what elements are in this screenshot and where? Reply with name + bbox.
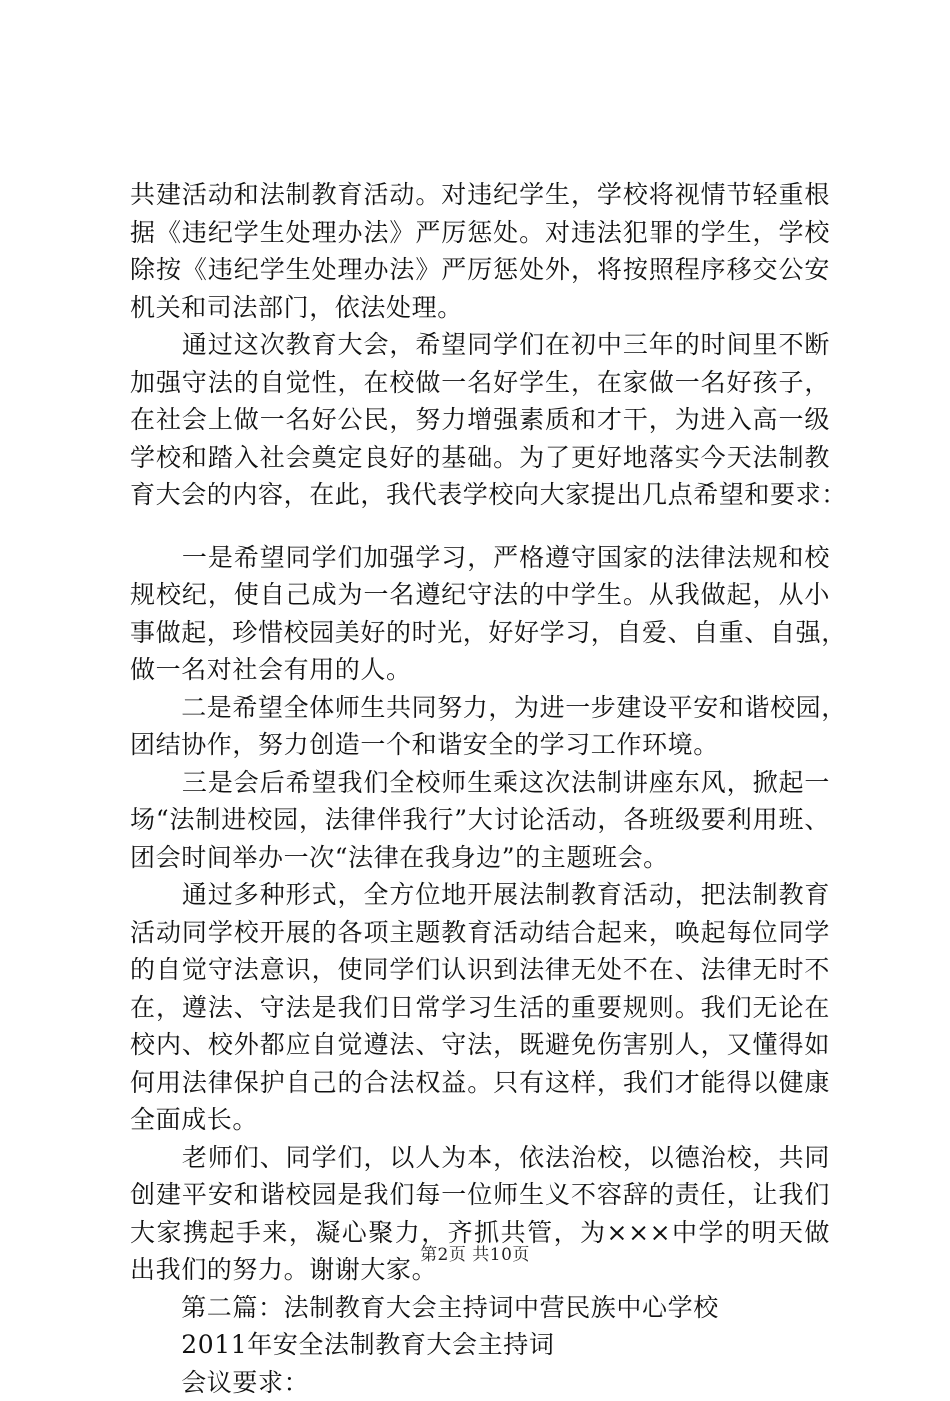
text-line: 三是会后希望我们全校师生乘这次法制讲座东风，掀起一 bbox=[130, 764, 830, 802]
text-line: 共建活动和法制教育活动。对违纪学生，学校将视情节轻重根 bbox=[130, 176, 830, 214]
text-line: 场“法制进校园，法律伴我行”大讨论活动，各班级要利用班、 bbox=[130, 801, 830, 839]
paragraph bbox=[130, 876, 830, 1139]
text-line: 学校和踏入社会奠定良好的基础。为了更好地落实今天法制教 bbox=[130, 439, 830, 477]
paragraph bbox=[130, 326, 830, 514]
text-line: 通过多种形式，全方位地开展法制教育活动，把法制教育 bbox=[130, 876, 830, 914]
text-line: 机关和司法部门，依法处理。 bbox=[130, 289, 830, 327]
text-line: 大家携起手来，凝心聚力，齐抓共管，为×××中学的明天做 bbox=[130, 1214, 830, 1252]
text-line: 创建平安和谐校园是我们每一位师生义不容辞的责任，让我们 bbox=[130, 1176, 830, 1214]
text-line: 加强守法的自觉性，在校做一名好学生，在家做一名好孩子， bbox=[130, 364, 830, 402]
text-line: 规校纪，使自己成为一名遵纪守法的中学生。从我做起，从小 bbox=[130, 576, 830, 614]
paragraph bbox=[130, 176, 830, 326]
text-line: 团结协作，努力创造一个和谐安全的学习工作环境。 bbox=[130, 726, 830, 764]
text-line: 一是希望同学们加强学习，严格遵守国家的法律法规和校 bbox=[130, 539, 830, 577]
text-line: 校内、校外都应自觉遵法、守法，既避免伤害别人，又懂得如 bbox=[130, 1026, 830, 1064]
text-line: 据《违纪学生处理办法》严厉惩处。对违法犯罪的学生，学校 bbox=[130, 214, 830, 252]
text-line: 通过这次教育大会，希望同学们在初中三年的时间里不断 bbox=[130, 326, 830, 364]
text-line: 出我们的努力。谢谢大家。 bbox=[130, 1251, 830, 1289]
text-line: 除按《违纪学生处理办法》严厉惩处外，将按照程序移交公安 bbox=[130, 251, 830, 289]
text-line: 活动同学校开展的各项主题教育活动结合起来，唤起每位同学 bbox=[130, 914, 830, 952]
paragraph bbox=[130, 1326, 830, 1364]
text-line: 做一名对社会有用的人。 bbox=[130, 651, 830, 689]
page-footer: 第2页 共10页 bbox=[0, 1240, 950, 1265]
text-line: 第二篇：法制教育大会主持词中营民族中心学校 bbox=[130, 1289, 830, 1327]
paragraph-gap bbox=[130, 514, 830, 539]
text-line: 全面成长。 bbox=[130, 1101, 830, 1139]
paragraph bbox=[130, 1364, 830, 1401]
paragraph bbox=[130, 539, 830, 689]
paragraph bbox=[130, 1289, 830, 1327]
paragraph bbox=[130, 1139, 830, 1289]
document-body bbox=[130, 176, 830, 1401]
text-line: 育大会的内容，在此，我代表学校向大家提出几点希望和要求： bbox=[130, 476, 830, 514]
paragraph bbox=[130, 689, 830, 764]
text-line: 在，遵法、守法是我们日常学习生活的重要规则。我们无论在 bbox=[130, 989, 830, 1027]
text-line: 会议要求： bbox=[130, 1364, 830, 1401]
paragraph bbox=[130, 764, 830, 877]
text-line: 在社会上做一名好公民，努力增强素质和才干，为进入高一级 bbox=[130, 401, 830, 439]
text-line: 老师们、同学们，以人为本，依法治校，以德治校，共同 bbox=[130, 1139, 830, 1177]
text-line: 的自觉守法意识，使同学们认识到法律无处不在、法律无时不 bbox=[130, 951, 830, 989]
text-line: 事做起，珍惜校园美好的时光，好好学习，自爱、自重、自强， bbox=[130, 614, 830, 652]
text-line: 2011年安全法制教育大会主持词 bbox=[130, 1326, 830, 1364]
text-line: 二是希望全体师生共同努力，为进一步建设平安和谐校园， bbox=[130, 689, 830, 727]
text-line: 何用法律保护自己的合法权益。只有这样，我们才能得以健康 bbox=[130, 1064, 830, 1102]
text-line: 团会时间举办一次“法律在我身边”的主题班会。 bbox=[130, 839, 830, 877]
